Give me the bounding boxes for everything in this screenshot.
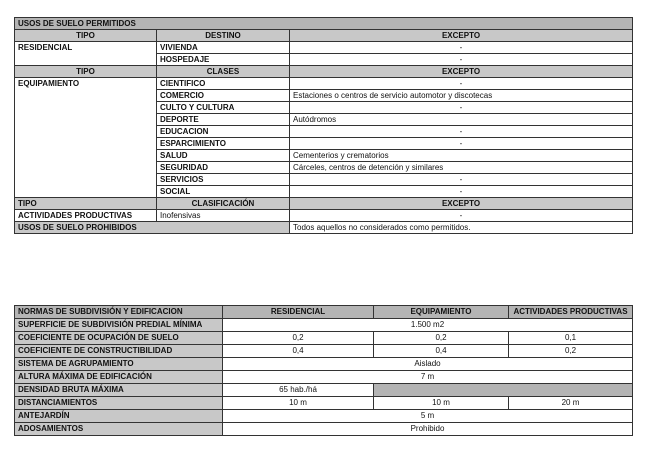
norma-value: 1.500 m2: [223, 319, 633, 332]
norma-label: DISTANCIAMIENTOS: [15, 397, 223, 410]
header-clases: CLASES: [157, 66, 290, 78]
header-tipo: TIPO: [15, 66, 157, 78]
norma-value: 10 m: [374, 397, 509, 410]
norma-value: 5 m: [223, 410, 633, 423]
excepto-cell: -: [290, 54, 633, 66]
header-excepto: EXCEPTO: [290, 66, 633, 78]
header-excepto: EXCEPTO: [290, 30, 633, 42]
excepto-cell: Cárceles, centros de detención y similares: [290, 162, 633, 174]
clase-cell: CIENTIFICO: [157, 78, 290, 90]
norma-label: DENSIDAD BRUTA MÁXIMA: [15, 384, 223, 397]
destino-cell: VIVIENDA: [157, 42, 290, 54]
prohibidos-value: Todos aquellos no considerados como permitidos.: [290, 222, 633, 234]
header-destino: DESTINO: [157, 30, 290, 42]
norma-value: 65 hab./há: [223, 384, 374, 397]
excepto-cell: Estaciones o centros de servicio automotor y discotecas: [290, 90, 633, 102]
clase-cell: EDUCACION: [157, 126, 290, 138]
norma-label: COEFICIENTE DE CONSTRUCTIBILIDAD: [15, 345, 223, 358]
tipo-residencial: RESIDENCIAL: [15, 42, 157, 66]
prohibidos-label: USOS DE SUELO PROHIBIDOS: [15, 222, 290, 234]
norma-value: Aislado: [223, 358, 633, 371]
tipo-equipamiento: EQUIPAMIENTO: [15, 78, 157, 198]
excepto-cell: -: [290, 186, 633, 198]
excepto-cell: -: [290, 174, 633, 186]
norma-value: 0,4: [374, 345, 509, 358]
excepto-cell: -: [290, 78, 633, 90]
norma-value: 0,2: [374, 332, 509, 345]
clase-cell: SERVICIOS: [157, 174, 290, 186]
normas-table: [14, 305, 633, 436]
header-tipo: TIPO: [15, 30, 157, 42]
norma-value: 20 m: [509, 397, 633, 410]
norma-value: 0,1: [509, 332, 633, 345]
norma-value: 0,2: [509, 345, 633, 358]
norma-label: ALTURA MÁXIMA DE EDIFICACIÓN: [15, 371, 223, 384]
excepto-cell: -: [290, 102, 633, 114]
clase-cell: COMERCIO: [157, 90, 290, 102]
clase-cell: SALUD: [157, 150, 290, 162]
clasificacion-cell: Inofensivas: [157, 210, 290, 222]
header-residencial: RESIDENCIAL: [223, 306, 374, 319]
header-normas: NORMAS DE SUBDIVISIÓN Y EDIFICACION: [15, 306, 223, 319]
excepto-cell: Cementerios y crematorios: [290, 150, 633, 162]
norma-label: ADOSAMIENTOS: [15, 423, 223, 436]
norma-value: 7 m: [223, 371, 633, 384]
norma-label: ANTEJARDÍN: [15, 410, 223, 423]
header-equipamiento: EQUIPAMIENTO: [374, 306, 509, 319]
clase-cell: DEPORTE: [157, 114, 290, 126]
norma-value: Prohibido: [223, 423, 633, 436]
norma-value: 10 m: [223, 397, 374, 410]
header-excepto: EXCEPTO: [290, 198, 633, 210]
destino-cell: HOSPEDAJE: [157, 54, 290, 66]
shaded-cell: [374, 384, 633, 397]
clase-cell: SEGURIDAD: [157, 162, 290, 174]
table-title: USOS DE SUELO PERMITIDOS: [15, 18, 633, 30]
excepto-cell: -: [290, 126, 633, 138]
norma-value: 0,4: [223, 345, 374, 358]
header-tipo: TIPO: [15, 198, 157, 210]
header-clasificacion: CLASIFICACIÓN: [157, 198, 290, 210]
norma-label: SUPERFICIE DE SUBDIVISIÓN PREDIAL MÍNIMA: [15, 319, 223, 332]
clase-cell: SOCIAL: [157, 186, 290, 198]
excepto-cell: Autódromos: [290, 114, 633, 126]
tipo-productivas: ACTIVIDADES PRODUCTIVAS: [15, 210, 157, 222]
excepto-cell: -: [290, 42, 633, 54]
excepto-cell: -: [290, 138, 633, 150]
clase-cell: ESPARCIMIENTO: [157, 138, 290, 150]
norma-label: SISTEMA DE AGRUPAMIENTO: [15, 358, 223, 371]
usos-de-suelo-table: [14, 17, 633, 234]
clase-cell: CULTO Y CULTURA: [157, 102, 290, 114]
norma-label: COEFICIENTE DE OCUPACIÓN DE SUELO: [15, 332, 223, 345]
norma-value: 0,2: [223, 332, 374, 345]
header-productivas: ACTIVIDADES PRODUCTIVAS: [509, 306, 633, 319]
excepto-cell: -: [290, 210, 633, 222]
